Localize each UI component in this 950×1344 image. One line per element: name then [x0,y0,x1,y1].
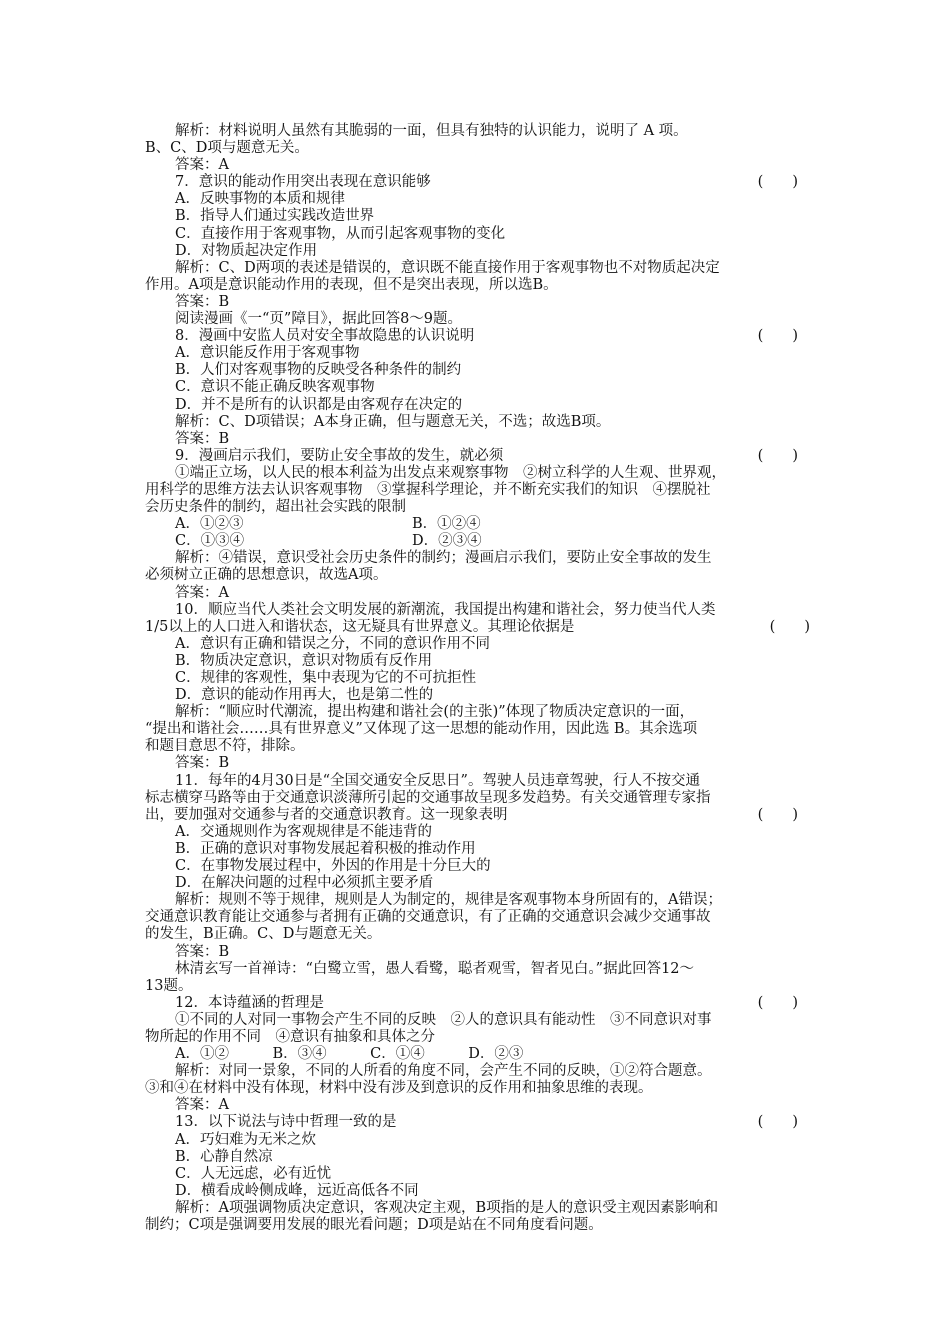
question-11-cont1: 标志横穿马路等由于交通意识淡薄所引起的交通事故呈现多发趋势。有关交通管理专家指 [145,789,711,806]
answer-blank: ( ) [757,328,798,345]
option-8d: D．并不是所有的认识都是由客观存在决定的 [175,396,463,413]
statements-12-cont: 物所起的作用不同 ④意识有抽象和具体之分 [145,1028,435,1045]
option-7c: C．直接作用于客观事物，从而引起客观事物的变化 [175,225,506,242]
analysis-6-cont: B、C、D项与题意无关。 [145,140,309,157]
text-segment: C．①③④ [175,533,245,550]
analysis-7: 解析：C、D两项的表述是错误的，意识既不能直接作用于客观事物也不对物质起决定 [175,259,720,276]
option-11b: B．正确的意识对事物发展起着积极的推动作用 [175,840,476,857]
text-segment: D．②③④ [412,533,482,550]
option-7d: D．对物质起决定作用 [175,242,318,259]
document-page [145,123,810,1234]
option-13b: B．心静自然凉 [175,1148,273,1165]
statements-12: ①不同的人对同一事物会产生不同的反映 ②人的意识具有能动性 ③不同意识对事 [175,1011,712,1028]
text-segment: 7．意识的能动作用突出表现在意识能够 [175,174,431,191]
question-12 [145,995,810,1012]
answer-7: 答案：B [175,293,230,310]
analysis-11-cont2: 的发生，B正确。C、D与题意无关。 [145,926,382,943]
analysis-11-cont1: 交通意识教育能让交通参与者拥有正确的交通意识，有了正确的交通意识会减少交通事故 [145,909,711,926]
answer-10: 答案：B [175,755,230,772]
question-10: 10．顺应当代人类社会文明发展的新潮流，我国提出构建和谐社会，努力使当代人类 [175,601,716,618]
text-segment: A．①②③ [175,516,244,533]
option-10c: C．规律的客观性，集中表现为它的不可抗拒性 [175,670,477,686]
answer-8: 答案：B [175,430,230,447]
text-segment: B．①②④ [412,516,481,533]
options-12: A．①② B．③④ C．①④ D．②③ [175,1046,524,1063]
question-8 [145,328,810,345]
analysis-11: 解析：规则不等于规律，规则是人为制定的，规律是客观事物本身所固有的，A错误； [175,892,722,909]
analysis-12: 解析：对同一景象，不同的人所看的角度不同，会产生不同的反映，①②符合题意。 [175,1063,712,1080]
option-7a: A．反映事物的本质和规律 [175,191,345,208]
option-8b: B．人们对客观事物的反映受各种条件的制约 [175,362,462,379]
text-segment: 9．漫画启示我们，要防止安全事故的发生，就必须 [175,447,504,464]
question-7 [145,174,810,191]
statements-9-cont1: 用科学的思维方法去认识客观事物 ③掌握科学理论，并不断充实我们的知识 ④摆脱社 [145,481,711,498]
answer-11: 答案：B [175,943,230,960]
option-13c: C．人无远虑，必有近忧 [175,1165,332,1182]
reading-instruction-12-13-cont: 13题。 [145,977,193,994]
option-8a: A．意识能反作用于客观事物 [175,345,360,362]
option-10a: A．意识有正确和错误之分，不同的意识作用不同 [175,635,490,652]
text-segment: 13．以下说法与诗中哲理一致的是 [175,1114,397,1131]
text-segment: 出，要加强对交通参与者的交通意识教育。这一现象表明 [145,806,508,823]
analysis-10-cont1: “提出和谐社会……具有世界意义”又体现了这一思想的能动作用，因此选 B。其余选项 [145,721,698,738]
statements-9-cont2: 会历史条件的制约，超出社会实践的限制 [145,499,406,516]
option-10d: D．意识的能动作用再大，也是第二性的 [175,687,434,704]
option-13a: A．巧妇难为无米之炊 [175,1131,316,1148]
option-8c: C．意识不能正确反映客观事物 [175,379,375,396]
analysis-10-cont2: 和题目意思不符，排除。 [145,738,305,755]
option-10b: B．物质决定意识，意识对物质有反作用 [175,652,433,669]
option-11d: D．在解决问题的过程中必须抓主要矛盾 [175,875,434,892]
analysis-8: 解析：C、D项错误；A本身正确，但与题意无关，不选；故选B项。 [175,413,611,430]
statements-9: ①端正立场，以人民的根本利益为出发点来观察事物 ②树立科学的人生观、世界观， [175,464,726,481]
answer-blank: ( ) [757,174,798,191]
question-13 [145,1114,810,1131]
reading-instruction-12-13: 林清玄写一首禅诗：“白鹭立雪，愚人看鹭，聪者观雪，智者见白。”据此回答12～ [175,960,695,977]
question-10-cont [145,619,810,636]
answer-blank: ( ) [769,618,810,635]
question-11: 11．每年的4月30日是“全国交通安全反思日”。驾驶人员违章驾驶，行人不按交通 [175,772,700,789]
answer-blank: ( ) [757,806,798,823]
answer-12: 答案：A [175,1097,229,1114]
text-segment: 8．漫画中安监人员对安全事故隐患的认识说明 [175,328,475,345]
analysis-12-cont: ③和④在材料中没有体现，材料中没有涉及到意识的反作用和抽象思维的表现。 [145,1080,653,1097]
analysis-13-cont: 制约；C项是强调要用发展的眼光看问题；D项是站在不同角度看问题。 [145,1217,603,1233]
analysis-10: 解析：“顺应时代潮流，提出构建和谐社会(的主张)”体现了物质决定意识的一面， [175,704,695,721]
option-11c: C．在事物发展过程中，外因的作用是十分巨大的 [175,858,491,875]
analysis-6: 解析：材料说明人虽然有其脆弱的一面，但具有独特的认识能力，说明了 A 项。 [175,123,688,139]
question-9 [145,448,810,465]
options-9-cd [145,533,810,550]
analysis-7-cont: 作用。A项是意识能动作用的表现，但不是突出表现，所以选B。 [145,276,558,293]
option-7b: B．指导人们通过实践改造世界 [175,208,375,225]
answer-blank: ( ) [757,1114,798,1131]
analysis-13: 解析：A项强调物质决定意识，客观决定主观，B项指的是人的意识受主观因素影响和 [175,1199,719,1216]
answer-blank: ( ) [757,447,798,464]
text-segment: 1/5以上的人口进入和谐状态，这无疑具有世界意义。其理论依据是 [145,618,575,635]
reading-instruction-8-9: 阅读漫画《一“页”障目》，据此回答8～9题。 [175,311,463,328]
analysis-9: 解析：④错误，意识受社会历史条件的制约；漫画启示我们，要防止安全事故的发生 [175,550,712,567]
question-11-cont2 [145,807,810,824]
option-11a: A．交通规则作为客观规律是不能违背的 [175,823,432,840]
analysis-9-cont: 必须树立正确的思想意识，故选A项。 [145,567,388,584]
answer-6: 答案：A [175,157,229,174]
text-segment: 12．本诗蕴涵的哲理是 [175,994,324,1011]
answer-9: 答案：A [175,584,229,601]
options-9-ab [145,516,810,533]
option-13d: D．横看成岭侧成峰，远近高低各不同 [175,1182,419,1199]
answer-blank: ( ) [757,994,798,1011]
